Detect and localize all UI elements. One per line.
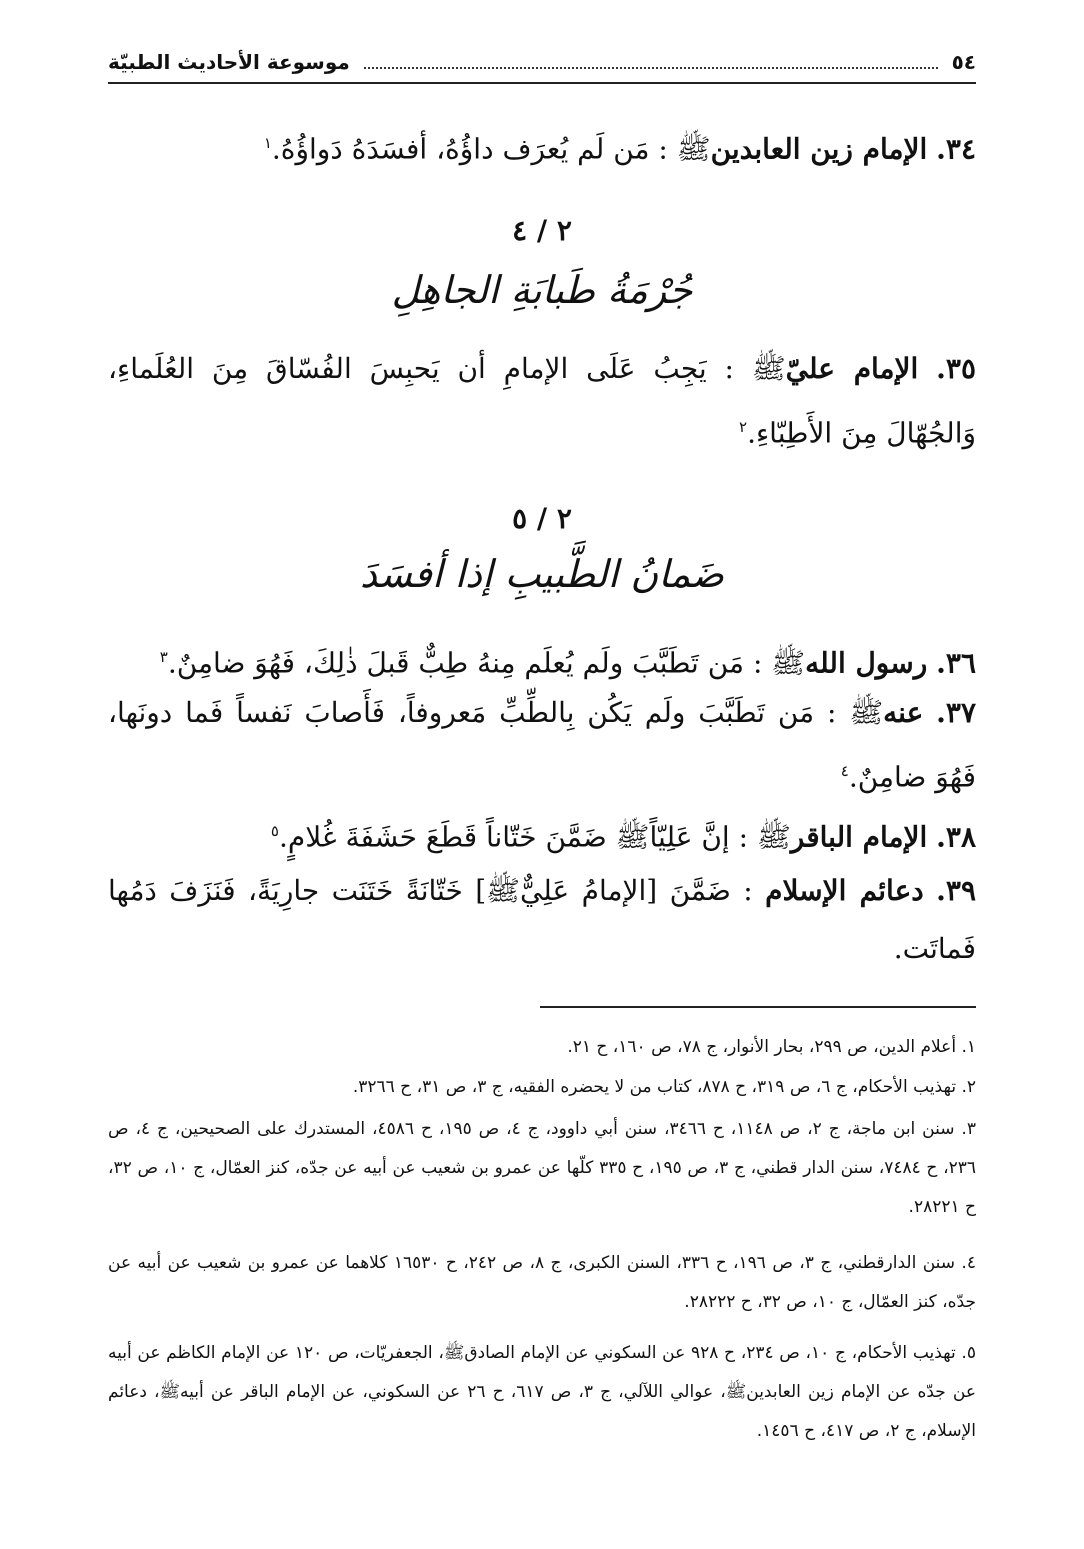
hadith-number: ٣٩. — [936, 874, 976, 907]
hadith-text: : يَجِبُ عَلَى الإمامِ أن يَحبِسَ الفُسّاقَ مِنَ العُلَماءِ، وَالجُهّالَ مِنَ الأَطِبّاءِ. — [108, 352, 976, 450]
hadith-number: ٣٦. — [936, 646, 976, 680]
hadith-number: ٣٤. — [936, 132, 976, 166]
honorific: ﷺ — [751, 352, 786, 385]
hadith-text: : ضَمَّنَ [الإمامُ عَلِيٌّﷺ] خَتّانَةً خَتَنَت جارِيَةً، فَنَزَفَ دَمُها فَماتَت. — [108, 874, 976, 965]
book-title: موسوعة الأحاديث الطبيّة — [108, 50, 350, 74]
footnote-1: ١. أعلام الدين، ص ٢٩٩، بحار الأنوار، ج ٧٨، ص ١٦٠، ح ٢١. — [567, 1037, 976, 1057]
hadith-speaker: الإمام الباقر — [790, 820, 928, 854]
hadith-text: : مَن لَم يُعرَف داؤُهُ، أفسَدَهُ دَواؤُهُ. — [271, 132, 668, 166]
hadith-speaker: رسول الله — [805, 646, 928, 680]
honorific: ﷺ — [756, 820, 791, 854]
hadith-speaker: الإمام زين العابدين — [710, 132, 928, 166]
running-header — [108, 42, 976, 84]
hadith-text: : مَن تَطَبَّبَ ولَم يُعلَم مِنهُ طِبٌّ قَبلَ ذٰلِكَ، فَهُوَ ضامِنٌ. — [167, 646, 763, 680]
hadith-text: : إنَّ عَلِيّاًﷺ ضَمَّنَ خَتّاناً قَطَعَ حَشَفَةَ غُلامٍ. — [278, 820, 749, 854]
hadith-number: ٣٥. — [936, 352, 976, 385]
hadith-38 — [108, 802, 976, 866]
footnote-ref: ١ — [263, 134, 272, 152]
honorific: ﷺ — [849, 696, 884, 729]
hadith-35 — [108, 340, 976, 462]
page-number: ٥٤ — [951, 50, 976, 74]
footnote-5: ٥. تهذيب الأحكام، ج ١٠، ص ٢٣٤، ح ٩٢٨ عن السكوني عن الإمام الصادقﷺ، الجعفريّات، ص ١٢٠ عن الإمام الكاظم عن أبيه عن جدّه عن الإمام زين العابدينﷺ، عوالي اللآلي، ج ٣، ص ٦١٧، ح ٢٦ عن السكوني، عن الإمام الباقر عن أبيهﷺ، دعائم الإسلام، ج ٢، ص ٤١٧، ح ١٤٥٦. — [108, 1343, 976, 1441]
header-dot-leader — [364, 67, 938, 69]
honorific: ﷺ — [771, 646, 806, 680]
hadith-number: ٣٧. — [936, 696, 976, 729]
section-title: ضَمانُ الطَّبيبِ إذا أفسَدَ — [359, 552, 725, 596]
hadith-34 — [108, 114, 976, 178]
hadith-number: ٣٨. — [936, 820, 976, 854]
footnote-ref: ٤ — [840, 762, 849, 780]
footnote-separator — [540, 1006, 976, 1008]
hadith-text: : مَن تَطَبَّبَ ولَم يَكُن بِالطِّبِّ مَعروفاً، فَأَصابَ نَفساً فَما دونَها، فَهُوَ ضامِنٌ. — [108, 696, 976, 794]
hadith-36 — [108, 628, 976, 692]
footnote-ref: ٥ — [270, 822, 279, 840]
hadith-speaker: الإمام عليّ — [785, 352, 919, 385]
footnote-ref: ٢ — [739, 418, 748, 436]
footnote-ref: ٣ — [159, 648, 168, 666]
hadith-speaker: عنه — [883, 696, 924, 729]
section-title: جُرْمَةُ طَبابَةِ الجاهِلِ — [391, 268, 693, 312]
footnote-2: ٢. تهذيب الأحكام، ج ٦، ص ٣١٩، ح ٨٧٨، كتاب من لا يحضره الفقيه، ج ٣، ص ٣١، ح ٣٢٦٦. — [352, 1077, 976, 1097]
honorific: ﷺ — [676, 132, 711, 166]
hadith-speaker: دعائم الإسلام — [765, 874, 924, 907]
footnote-4: ٤. سنن الدارقطني، ج ٣، ص ١٩٦، ح ٣٣٦، السنن الكبرى، ج ٨، ص ٢٤٢، ح ١٦٥٣٠ كلاهما عن عمرو بن شعيب عن أبيه عن جدّه، كنز العمّال، ج ١٠، ص ٣٢، ح ٢٨٢٢٢. — [108, 1253, 976, 1312]
hadith-37 — [108, 684, 976, 806]
hadith-39 — [108, 862, 976, 978]
footnote-3: ٣. سنن ابن ماجة، ج ٢، ص ١١٤٨، ح ٣٤٦٦، سنن أبي داوود، ج ٤، ص ١٩٥، ح ٤٥٨٦، المستدرك على الصحيحين، ج ٤، ص ٢٣٦، ح ٧٤٨٤، سنن الدار قطني، ج ٣، ص ١٩٥، ح ٣٣٥ كلّها عن عمرو بن شعيب عن أبيه عن جدّه، كنز العمّال، ج ١٠، ص ٣٢، ح ٢٨٢٢١. — [108, 1119, 976, 1217]
section-number: ٢ / ٤ — [512, 214, 572, 247]
section-number: ٢ / ٥ — [512, 502, 572, 535]
